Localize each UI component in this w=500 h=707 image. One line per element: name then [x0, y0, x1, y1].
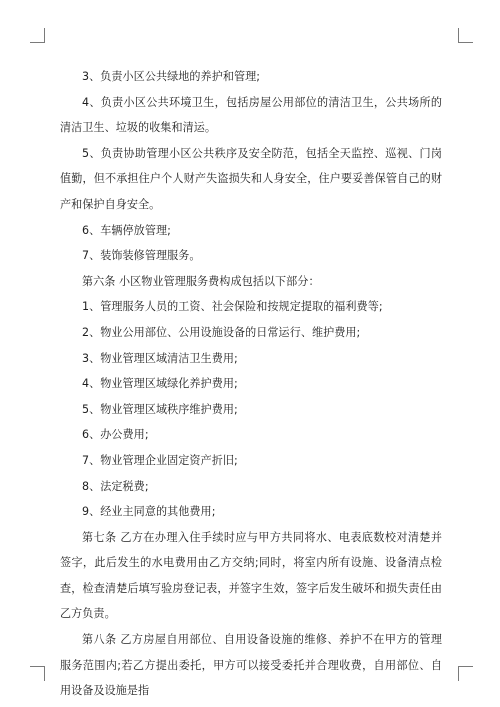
- crop-mark-top-right: [458, 28, 473, 43]
- fee-item-8: 8、法定税费;: [82, 479, 149, 493]
- fee-item-7: 7、物业管理企业固定资产折旧;: [82, 453, 238, 467]
- fee-item-5: 5、物业管理区域秩序维护费用;: [82, 402, 238, 416]
- article-6-heading: 第六条 小区物业管理服务费构成包括以下部分：: [82, 274, 320, 288]
- fee-item-9: 9、经业主同意的其他费用;: [82, 505, 216, 519]
- paragraph-duty-6: 6、车辆停放管理;: [82, 223, 171, 237]
- paragraph-duty-3: 3、负责小区公共绿地的养护和管理;: [82, 70, 261, 83]
- fee-item-1: 1、管理服务人员的工资、社会保险和按规定提取的福利费等;: [82, 300, 383, 314]
- paragraph-duty-5: 5、负责协助管理小区公共秩序及安全防范，包括全天监控、巡视、门岗值勤，但不承担住户个人财产失盗损失和人身安全，住户要妥善保管自己的财产和保护自身安全。: [60, 146, 442, 211]
- fee-item-4: 4、物业管理区域绿化养护费用;: [82, 377, 238, 391]
- crop-mark-bottom-right: [458, 666, 473, 681]
- crop-mark-bottom-left: [30, 666, 45, 681]
- article-7: 第七条 乙方在办理入住手续时应与甲方共同将水、电表底数校对清楚并签字，此后发生的水电费用由乙方交纳;同时，将室内所有设施、设备清点检查，检查清楚后填写验房登记表，并签字生效，签字后发生破坏和损失责任由乙方负责。: [60, 530, 442, 621]
- fee-item-6: 6、办公费用;: [82, 428, 149, 442]
- paragraph-duty-7: 7、装饰装修管理服务。: [82, 249, 201, 263]
- paragraph-duty-4: 4、负责小区公共环境卫生，包括房屋公用部位的清洁卫生，公共场所的清洁卫生、垃圾的收集和清运。: [60, 95, 442, 135]
- fee-item-3: 3、物业管理区域清洁卫生费用;: [82, 351, 238, 365]
- document-body: [60, 64, 442, 704]
- fee-item-2: 2、物业公用部位、公用设施设备的日常运行、维护费用;: [82, 325, 361, 339]
- article-8: 第八条 乙方房屋自用部位、自用设备设施的维修、养护不在甲方的管理服务范围内;若乙方提出委托，甲方可以接受委托并合理收费，自用部位、自用设备及设施是指: [60, 633, 442, 698]
- crop-mark-top-left: [30, 28, 45, 43]
